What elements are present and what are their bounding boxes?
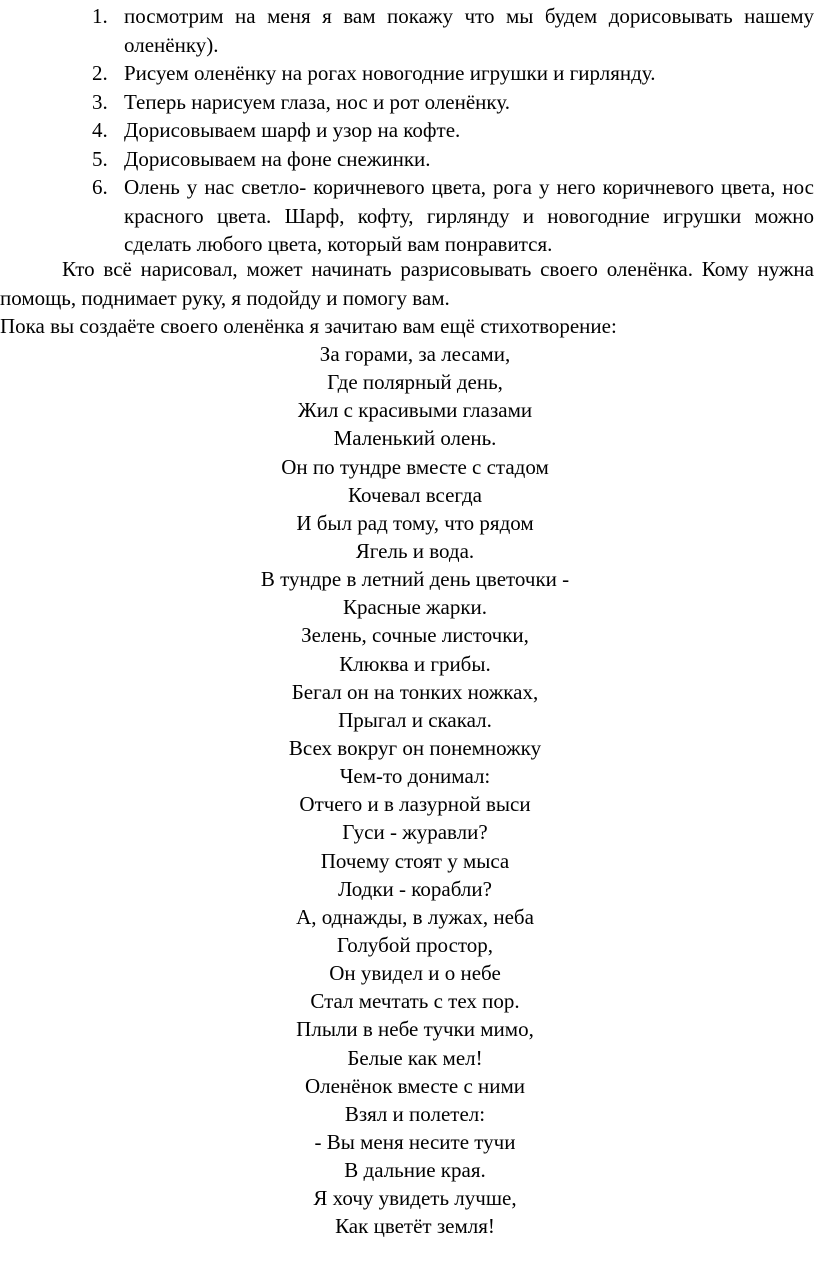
poem-line: За горами, за лесами, bbox=[319, 342, 511, 366]
list-item-number: 3. bbox=[92, 89, 108, 114]
poem-line: Почему стоят у мыса bbox=[320, 848, 510, 873]
poem-line: Отчего и в лазурной выси bbox=[299, 792, 531, 817]
poem-line: Я хочу увидеть лучше, bbox=[313, 1186, 517, 1211]
poem-line: А, однажды, в лужах, неба bbox=[296, 904, 534, 929]
list-item bbox=[0, 88, 816, 117]
poem-line: Чем-то донимал: bbox=[339, 764, 491, 789]
poem-line: Плыли в небе тучки мимо, bbox=[296, 1017, 534, 1042]
poem-line: Он по тундре вместе с стадом bbox=[281, 454, 549, 479]
poem-line: Всех вокруг он понемножку bbox=[288, 735, 542, 760]
poem-line: Лодки - корабли? bbox=[338, 876, 492, 901]
poem-line: Голубой простор, bbox=[336, 932, 494, 957]
list-item-number: 5. bbox=[92, 146, 108, 171]
list-item bbox=[0, 59, 816, 88]
poem-line: Зелень, сочные листочки, bbox=[301, 623, 529, 648]
poem-line: Жил с красивыми глазами bbox=[297, 398, 533, 423]
poem-line: Где полярный день, bbox=[327, 370, 503, 395]
list-item-text: посмотрим на меня я вам покажу что мы будем дорисовывать нашему оленёнку). bbox=[124, 4, 814, 57]
poem-line: Прыгал и скакал. bbox=[338, 707, 492, 732]
list-item-text: Дорисовываем на фоне снежинки. bbox=[124, 146, 431, 171]
list-item bbox=[0, 145, 816, 174]
poem-line: Белые как мел! bbox=[347, 1045, 483, 1070]
list-item-text: Рисуем оленёнку на рогах новогодние игрушки и гирлянду. bbox=[124, 61, 656, 85]
list-item bbox=[0, 173, 816, 259]
poem-line: Кочевал всегда bbox=[348, 482, 482, 507]
list-item-number: 4. bbox=[92, 118, 108, 142]
poem-line: Ягель и вода. bbox=[355, 538, 475, 563]
poem bbox=[0, 340, 816, 1241]
poem-line: Гуси - журавли? bbox=[342, 820, 488, 845]
list-item-text: Дорисовываем шарф и узор на кофте. bbox=[124, 118, 461, 142]
poem-line: Как цветёт земля! bbox=[335, 1214, 495, 1239]
poem-line: Красные жарки. bbox=[342, 595, 488, 620]
poem-line: В дальние края. bbox=[344, 1158, 486, 1183]
poem-line: Он увидел и о небе bbox=[329, 961, 501, 986]
list-item-text: Теперь нарисуем глаза, нос и рот оленёнку. bbox=[124, 89, 510, 114]
list-item bbox=[0, 2, 816, 59]
poem-line: Клюква и грибы. bbox=[339, 651, 491, 676]
poem-intro-paragraph: Пока вы создаёте своего оленёнка я зачитаю вам ещё стихотворение: bbox=[0, 314, 617, 338]
poem-line: И был рад тому, что рядом bbox=[296, 510, 534, 535]
poem-line: Стал мечтать с тех пор. bbox=[310, 989, 520, 1014]
poem-line: Оленёнок вместе с ними bbox=[304, 1073, 526, 1098]
steps-list bbox=[0, 2, 816, 259]
poem-line: Маленький олень. bbox=[333, 426, 497, 451]
poem-line: В тундре в летний день цветочки - bbox=[260, 567, 570, 592]
poem-line: Бегал он на тонких ножках, bbox=[291, 679, 539, 704]
list-item-number: 2. bbox=[92, 61, 108, 85]
poem-line: Взял и полетел: bbox=[344, 1101, 486, 1126]
poem-line: - Вы меня несите тучи bbox=[314, 1129, 516, 1154]
list-item-number: 1. bbox=[92, 4, 108, 28]
instruction-paragraph: Кто всё нарисовал, может начинать разрисовывать своего оленёнка. Кому нужна помощь, поднимает руку, я подойду и помогу вам. bbox=[0, 257, 814, 310]
list-item-text: Олень у нас светло- коричневого цвета, рога у него коричневого цвета, нос красного цвета. Шарф, кофту, гирлянду и новогодние игрушки можно сделать любого цвета, который вам понравится. bbox=[124, 175, 814, 256]
list-item bbox=[0, 116, 816, 145]
list-item-number: 6. bbox=[92, 175, 108, 199]
